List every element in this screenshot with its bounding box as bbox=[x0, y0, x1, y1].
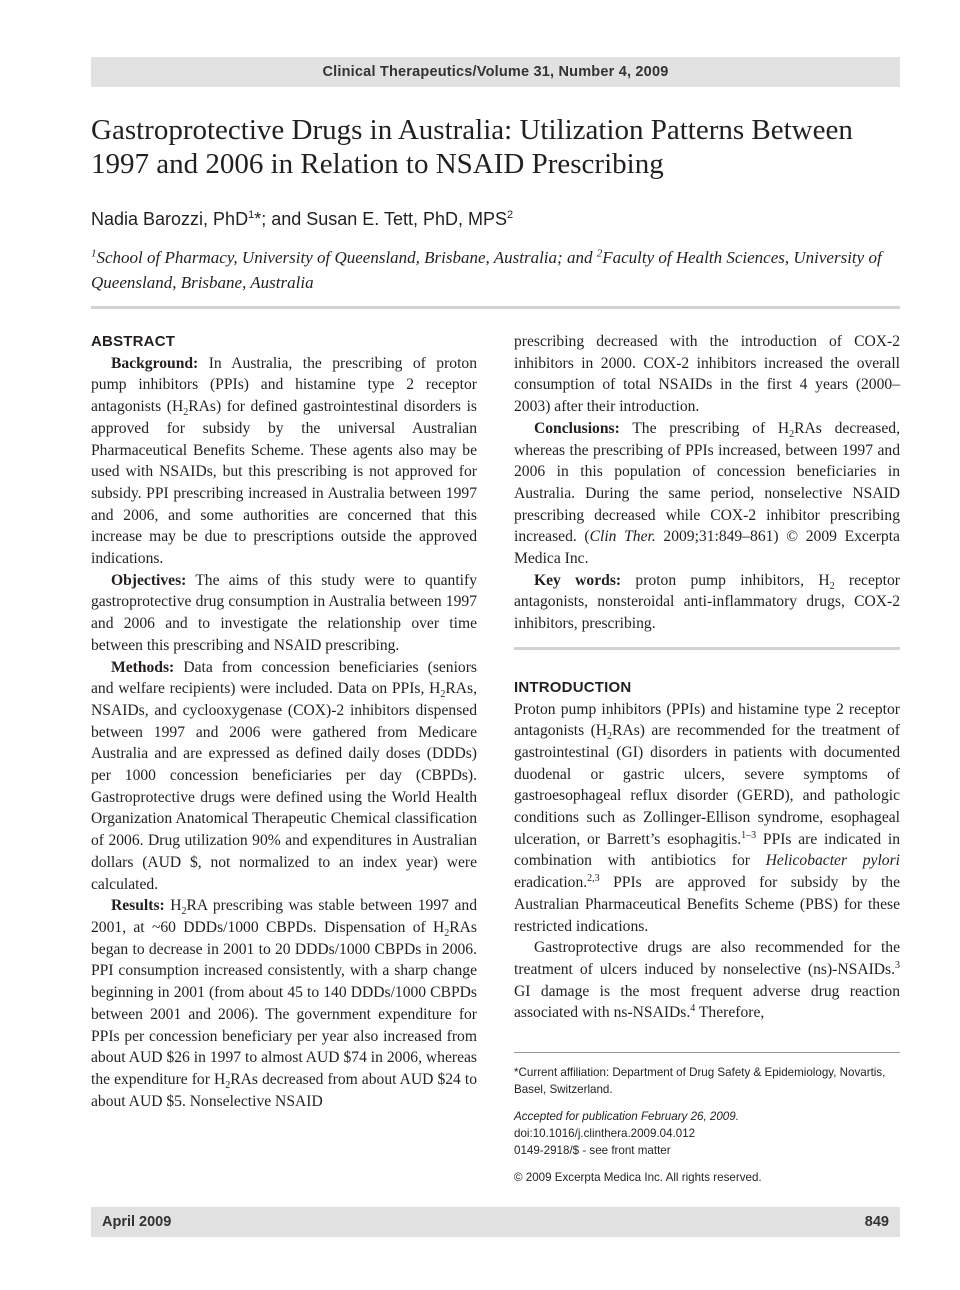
introduction-paragraph-1: Proton pump inhibitors (PPIs) and histamine type 2 receptor antagonists $(H_2RAs)$ are recommended for the treatment of gastrointestinal (GI) disorders in patients with documented duodenal or gastric ulcers, severe symptoms of gastroesophageal reflux disorder (GERD), and pathologic conditions such as Zollinger-Ellison syndrome, esophageal ulceration, or Barrett’s esophagitis.$^{1-3}$ PPIs are indicated in combination with antibiotics for Helicobacter pylori eradication.$^{2,3}$ PPIs are approved for subsidy by the Australian Pharmaceutical Benefits Scheme (PBS) for these restricted indications. bbox=[514, 700, 900, 935]
copyright: © 2009 Excerpta Medica Inc. All rights reserved. bbox=[514, 1171, 762, 1184]
page-number: 849 bbox=[864, 1214, 889, 1230]
accepted-date: Accepted for publication February 26, 2009. bbox=[514, 1110, 739, 1123]
doi: doi:10.1016/j.clinthera.2009.04.012 bbox=[514, 1127, 696, 1140]
introduction-heading: INTRODUCTION bbox=[514, 678, 632, 696]
running-header bbox=[91, 57, 900, 87]
footnote-divider bbox=[514, 1052, 900, 1053]
abstract-results-continued: prescribing decreased with the introduction of COX-2 inhibitors in 2000. COX-2 inhibitors increased the overall consumption of total NSAIDs in the first 4 years (2000–2003) after their introduction. bbox=[514, 333, 900, 416]
abstract-divider bbox=[514, 647, 900, 650]
footnotes bbox=[514, 1064, 900, 1186]
abstract-results: Results: $H_2RA$ prescribing was stable between 1997 and 2001, at ~60 DDDs/1000 CBPDs. Dispensation of $H_2RAs$ began to decrease in 2001 to 20 DDDs/1000 CBPDs in 2006. PPI consumption increased consistently, with a sharp change beginning in 2001 (from about 45 to 140 DDDs/1000 CBPDs between 2001 and 2006). The government expenditure for PPIs per concession beneficiary per year also increased from about AUD $26 in 1997 to almost AUD $74 in 2006, whereas the expenditure for $H_2RAs$ decreased from about AUD $24 to about AUD $5. Nonselective NSAID bbox=[91, 897, 477, 1110]
abstract-heading: ABSTRACT bbox=[91, 333, 176, 350]
introduction-paragraph-2: Gastroprotective drugs are also recommended for the treatment of ulcers induced by nonselective (ns)-NSAIDs.$^3$ GI damage is the most frequent adverse drug reaction associated with ns-NSAIDs.$^4$ Therefore, bbox=[514, 939, 900, 1022]
abstract-methods: Methods: Data from concession beneficiaries (seniors and welfare recipients) were included. Data on PPIs, $H_2RAs$, NSAIDs, and cyclooxygenase (COX)-2 inhibitors dispensed between 1997 and 2006 were gathered from Medicare Australia and are expressed as defined daily doses (DDDs) per 1000 concession beneficiaries per day (CBPDs). Gastroprotective drugs were defined using the World Health Organization Anatomical Therapeutic Chemical classification of 2006. Drug utilization 90% and expenditures in Australian dollars (AUD $, not normalized to an index year) were calculated. bbox=[91, 658, 477, 893]
right-column bbox=[514, 331, 900, 1024]
abstract-objectives: Objectives: The aims of this study were to quantify gastroprotective drug consumption in Australia between 1997 and 2006 and to investigate the relationship over time between this prescribing and NSAID prescribing. bbox=[91, 571, 477, 654]
left-column bbox=[91, 331, 477, 1112]
affiliation-footnote: *Current affiliation: Department of Drug Safety & Epidemiology, Novartis, Basel, Switzerland. bbox=[514, 1066, 886, 1096]
issue-date: April 2009 bbox=[102, 1214, 172, 1230]
running-footer bbox=[91, 1207, 900, 1237]
abstract-conclusions: Conclusions: The prescribing of $H_2RAs$ decreased, whereas the prescribing of PPIs increased, between 1997 and 2006 in this population of concession beneficiaries in Australia. During the same period, nonselective NSAID prescribing decreased while COX-2 inhibitor prescribing increased. (Clin Ther. 2009;31:849–861) © 2009 Excerpta Medica Inc. bbox=[514, 419, 900, 568]
header-divider bbox=[91, 306, 900, 309]
article-title: Gastroprotective Drugs in Australia: Utilization Patterns Between 1997 and 2006 in Relation to NSAID Prescribing bbox=[91, 114, 853, 180]
abstract-background: Background: In Australia, the prescribing of proton pump inhibitors (PPIs) and histamine type 2 receptor antagonists $(H_2RAs)$ for defined gastrointestinal disorders is approved for subsidy by the universal Australian Pharmaceutical Benefits Scheme. These agents also may be used with NSAIDs, but this prescribing is not approved for subsidy. PPI prescribing increased in Australia between 1997 and 2006, and some authorities are concerned that this increase may be due to prescriptions outside the approved indications. bbox=[91, 354, 477, 568]
journal-citation: Clinical Therapeutics/Volume 31, Number 4, 2009 bbox=[322, 64, 669, 80]
abstract-keywords: Key words: proton pump inhibitors, $H_2$ receptor antagonists, nonsteroidal anti-inflammatory drugs, COX-2 inhibitors, prescribing. bbox=[514, 571, 900, 633]
affiliations: $^1$School of Pharmacy, University of Queensland, Brisbane, Australia; and $^2$Faculty of Health Sciences, University of Queensland, Brisbane, Australia bbox=[91, 247, 882, 292]
issn: 0149-2918/$ - see front matter bbox=[514, 1144, 671, 1157]
author-line: Nadia Barozzi, PhD$^1$*; and Susan E. Tett, PhD, MPS$^2$ bbox=[91, 209, 514, 229]
